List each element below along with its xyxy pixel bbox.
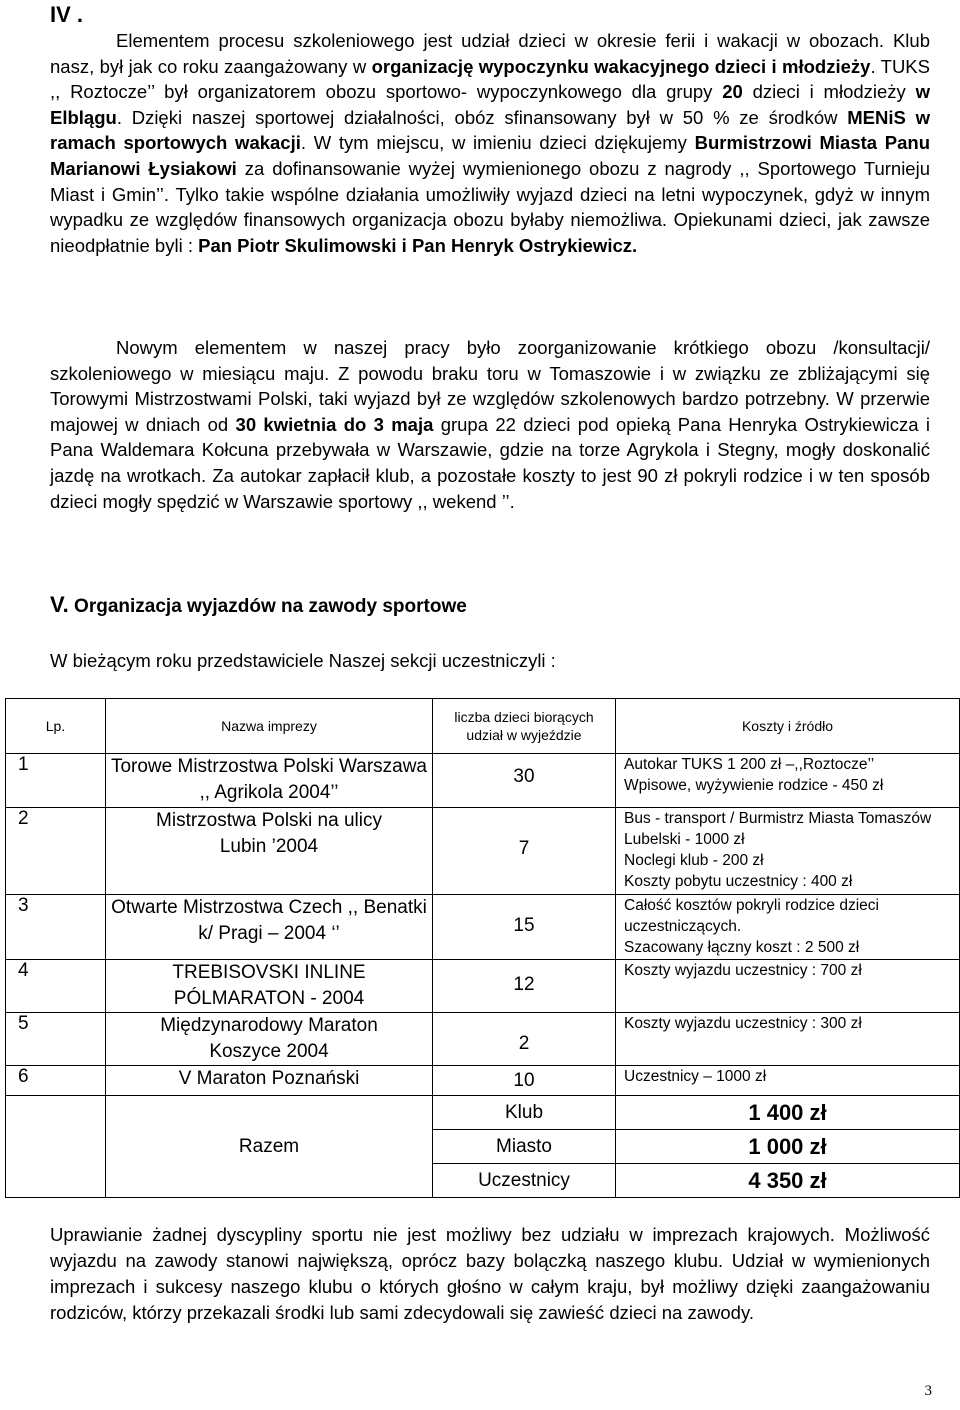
table-row xyxy=(6,1013,960,1066)
row-lp: 3 xyxy=(6,895,106,960)
section-4-heading: IV . xyxy=(50,2,84,27)
summary-category: Klub xyxy=(433,1096,616,1130)
summary-category: Uczestnicy xyxy=(433,1164,616,1198)
row-name: V Maraton Poznański xyxy=(106,1066,433,1096)
section-5-intro: W bieżącym roku przedstawiciele Naszej sekcji uczestniczyli : xyxy=(50,650,556,671)
row-lp: 4 xyxy=(6,960,106,1013)
row-count: 10 xyxy=(433,1066,616,1096)
row-cost: Całość kosztów pokryli rodzice dzieci uczestniczących. Szacowany łączny koszt : 2 500 zł xyxy=(616,895,960,960)
row-cost: Bus - transport / Burmistrz Miasta Tomaszów Lubelski - 1000 zł Noclegi klub - 200 zł Koszty pobytu uczestnicy : 400 zł xyxy=(616,808,960,895)
header-name: Nazwa imprezy xyxy=(106,699,433,754)
row-lp: 1 xyxy=(6,754,106,808)
section-4-paragraph-1: Elementem procesu szkoleniowego jest udział dzieci w okresie ferii i wakacji w obozach. Klub nasz, był jak co roku zaangażowany w organizację wypoczynku wakacyjnego dzieci i młodzieży. TUKS ,, Roztocze’’ był organizatorem obozu sportowo- wypoczynkowego dla grupy 20 dzieci i młodzieży w Elblągu. Dzięki naszej sportowej działalności, obóz sfinansowany był w 50 % ze środków MENiS w ramach sportowych wakacji. W tym miejscu, w imieniu dzieci dziękujemy Burmistrzowi Miasta Panu Marianowi Łysiakowi za dofinansowanie wyżej wymienionego obozu z nagrody ,, Sportowego Turnieju Miast i Gmin’’. Tylko takie wspólne działania umożliwiły wyjazd dzieci na letni wypoczynek, gdyż w innym wypadku ze względów finansowych organizacja obozu byłaby niemożliwa. Opiekunami dzieci, jak zawsze nieodpłatnie byli : Pan Piotr Skulimowski i Pan Henryk Ostrykiewicz. xyxy=(50,30,930,256)
row-cost: Autokar TUKS 1 200 zł –,,Roztocze’’ Wpisowe, wyżywienie rodzice - 450 zł xyxy=(616,754,960,808)
row-name: Międzynarodowy Maraton Koszyce 2004 xyxy=(106,1013,433,1066)
row-count: 2 xyxy=(433,1013,616,1066)
table-row xyxy=(6,754,960,808)
row-count: 30 xyxy=(433,754,616,808)
summary-row xyxy=(6,1096,960,1130)
row-count: 12 xyxy=(433,960,616,1013)
table-row xyxy=(6,1066,960,1096)
table-row xyxy=(6,808,960,895)
row-count: 15 xyxy=(433,895,616,960)
section-4-paragraph-2: Nowym elementem w naszej pracy było zoorganizowanie krótkiego obozu /konsultacji/ szkoleniowego w miesiącu maju. Z powodu braku toru w Tomaszowie i w związku ze zbliżającymi się Torowymi Mistrzostwami Polski, taki wyjazd był ze względów szkolenowych bardzo potrzebny. W przerwie majowej w dniach od 30 kwietnia do 3 maja grupa 22 dzieci pod opieką Pana Henryka Ostrykiewicza i Pana Waldemara Kołcuna przebywała w Warszawie, gdzie na torze Agrykola i Stegny, mogły doskonalić jazdę na wrotkach. Za autokar zapłacił klub, a pozostałe koszty to jest 90 zł pokryli rodzice i w ten sposób dzieci mogły spędzić w Warszawie sportowy ,, wekend ’’. xyxy=(50,337,930,512)
table-header-row xyxy=(6,699,960,754)
closing-paragraph: Uprawianie żadnej dyscypliny sportu nie jest możliwy bez udziału w imprezach krajowych. Możliwość wyjazdu na zawody stanowi największą, oprócz bazy bolączką naszego klubu. Udział w wymienionych imprezach i sukcesy naszego klubu o których głośno w całym kraju, był możliwy dzięki zaangażowaniu rodziców, którzy przekazali środki lub sami zdecydowali się zawieść dzieci na zawody. xyxy=(50,1224,930,1323)
row-name: TREBISOVSKI INLINE PÓLMARATON - 2004 xyxy=(106,960,433,1013)
table-row xyxy=(6,895,960,960)
section-5-heading: V. Organizacja wyjazdów na zawody sportowe xyxy=(50,592,467,617)
row-lp: 2 xyxy=(6,808,106,895)
row-name: Mistrzostwa Polski na ulicy Lubin ’2004 xyxy=(106,808,433,895)
row-name: Torowe Mistrzostwa Polski Warszawa ,, Agrikola 2004’’ xyxy=(106,754,433,808)
summary-label: Razem xyxy=(106,1096,433,1198)
page-number: 3 xyxy=(924,1383,932,1399)
row-cost: Koszty wyjazdu uczestnicy : 700 zł xyxy=(616,960,960,1013)
events-table xyxy=(5,698,960,1198)
row-count: 7 xyxy=(433,808,616,895)
summary-category: Miasto xyxy=(433,1130,616,1164)
summary-amount: 4 350 zł xyxy=(616,1164,960,1198)
header-cost: Koszty i źródło xyxy=(616,699,960,754)
row-lp: 6 xyxy=(6,1066,106,1096)
row-cost: Koszty wyjazdu uczestnicy : 300 zł xyxy=(616,1013,960,1066)
header-lp: Lp. xyxy=(6,699,106,754)
row-cost: Uczestnicy – 1000 zł xyxy=(616,1066,960,1096)
row-lp: 5 xyxy=(6,1013,106,1066)
summary-amount: 1 400 zł xyxy=(616,1096,960,1130)
table-row xyxy=(6,960,960,1013)
header-count: liczba dzieci biorących udział w wyjeździe xyxy=(433,699,616,754)
summary-empty xyxy=(6,1096,106,1198)
row-name: Otwarte Mistrzostwa Czech ,, Benatki k/ Pragi – 2004 ‘’ xyxy=(106,895,433,960)
summary-amount: 1 000 zł xyxy=(616,1130,960,1164)
